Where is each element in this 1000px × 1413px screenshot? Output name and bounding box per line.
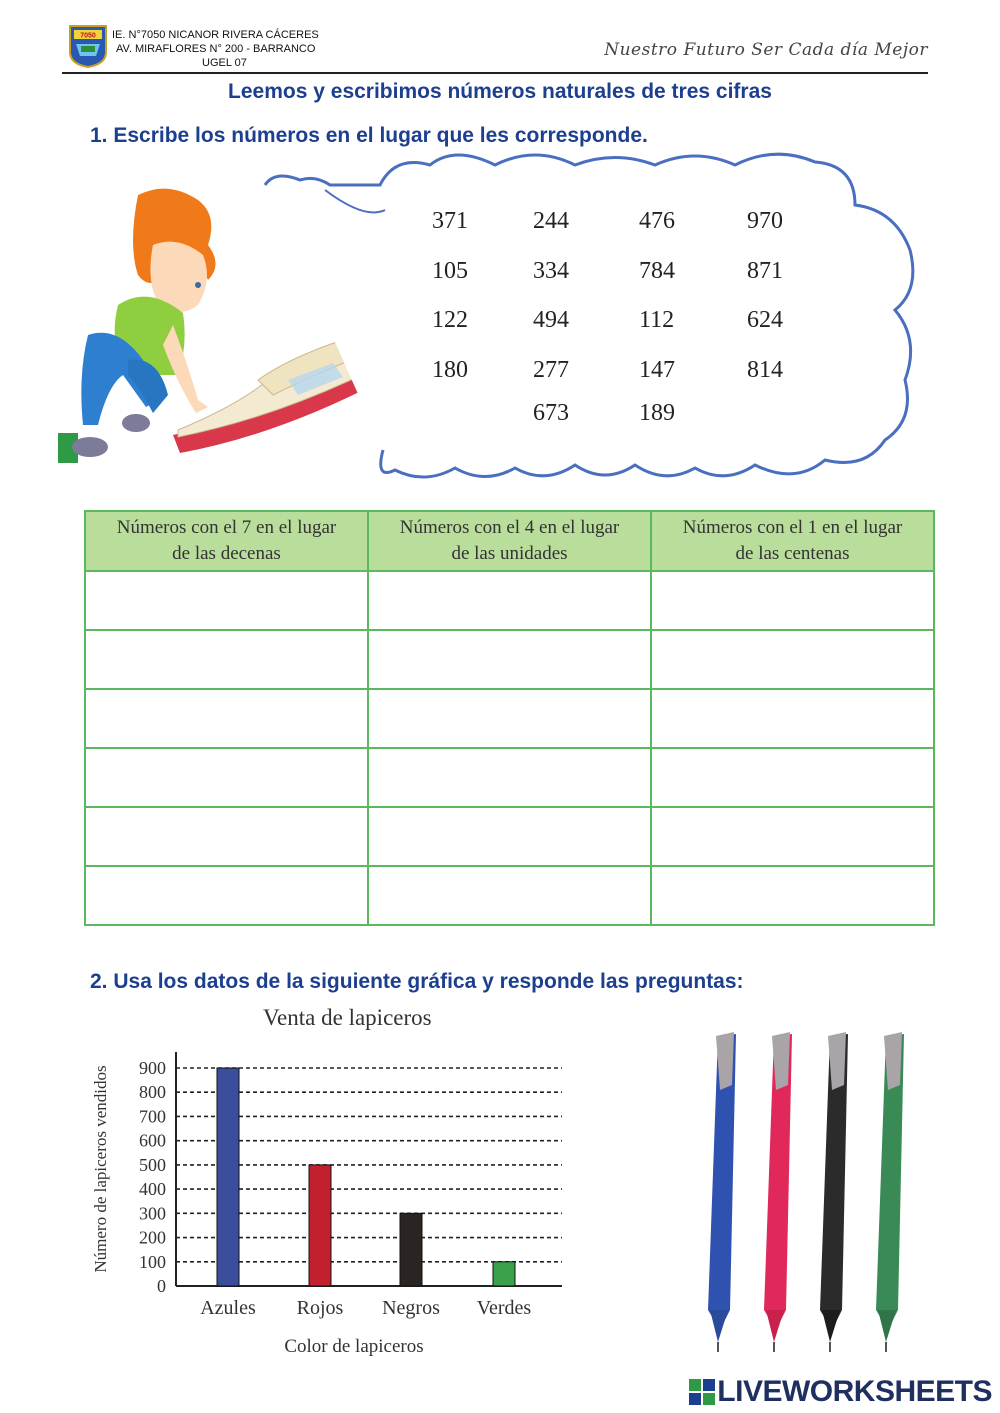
green-pen-icon [876, 1032, 904, 1352]
school-motto: Nuestro Futuro Ser Cada día Mejor [604, 40, 928, 60]
table-row [85, 807, 934, 866]
table-row [85, 748, 934, 807]
header-hundreds-one [651, 511, 934, 571]
y-tick-label: 0 [157, 1276, 166, 1296]
chart-title: Venta de lapiceros [263, 1005, 432, 1030]
header-line: Números con el 4 en el lugar [399, 517, 620, 538]
x-axis-label: Color de lapiceros [284, 1336, 424, 1357]
bar-chart [84, 1040, 584, 1360]
header-line: Números con el 1 en el lugar [682, 517, 903, 538]
liveworksheets-logo [689, 1375, 992, 1409]
answer-cell[interactable] [85, 748, 368, 807]
classification-table [84, 510, 935, 926]
number-cell: 180 [432, 357, 468, 383]
y-tick-label: 300 [139, 1203, 166, 1224]
number-cell: 970 [747, 208, 783, 234]
answer-cell[interactable] [651, 807, 934, 866]
table-header-row [85, 511, 934, 571]
number-cell: 244 [533, 208, 569, 234]
number-cell: 189 [639, 400, 675, 426]
y-tick-label: 500 [139, 1154, 166, 1175]
bar-rojos [309, 1165, 331, 1286]
logo-text: 7050 [80, 32, 96, 40]
header-line: de las decenas [172, 543, 281, 564]
x-tick-label: Azules [200, 1297, 256, 1319]
x-tick-label: Negros [382, 1297, 440, 1319]
number-cell: 624 [747, 307, 783, 333]
answer-cell[interactable] [651, 748, 934, 807]
y-tick-label: 700 [139, 1106, 166, 1127]
answer-cell[interactable] [368, 630, 651, 689]
school-address: AV. MIRAFLORES N° 200 - BARRANCO [116, 43, 316, 55]
number-cell: 105 [432, 258, 468, 284]
number-cell: 476 [639, 208, 675, 234]
number-cell: 122 [432, 307, 468, 333]
school-info [112, 28, 319, 70]
school-ugel: UGEL 07 [202, 57, 247, 69]
header-line: Números con el 7 en el lugar [116, 517, 337, 538]
x-tick-label: Verdes [476, 1297, 532, 1319]
answer-cell[interactable] [368, 571, 651, 630]
black-pen-icon [820, 1032, 848, 1352]
answer-cell[interactable] [368, 748, 651, 807]
bar-azules [217, 1068, 239, 1286]
answer-cell[interactable] [368, 807, 651, 866]
answer-cell[interactable] [651, 571, 934, 630]
number-cell: 147 [639, 357, 675, 383]
y-tick-label: 200 [139, 1227, 166, 1248]
y-tick-label: 900 [139, 1058, 166, 1078]
number-cell: 673 [533, 400, 569, 426]
school-name: IE. N°7050 NICANOR RIVERA CÁCERES [112, 29, 319, 41]
number-cell: 334 [533, 258, 569, 284]
page-title: Leemos y escribimos números naturales de tres cifras [228, 80, 772, 103]
header-units-four [368, 511, 651, 571]
table-row [85, 689, 934, 748]
table-row [85, 571, 934, 630]
school-logo [68, 24, 108, 68]
cloud-shape [255, 150, 920, 485]
y-tick-label: 600 [139, 1130, 166, 1151]
answer-cell[interactable] [85, 630, 368, 689]
y-axis-label: Número de lapiceros vendidos [91, 1065, 110, 1273]
number-cell: 277 [533, 357, 569, 383]
number-cell: 494 [533, 307, 569, 333]
y-tick-label: 400 [139, 1179, 166, 1200]
header-line: de las unidades [451, 543, 568, 564]
bar-negros [400, 1213, 422, 1286]
number-cell: 112 [639, 307, 675, 333]
header-divider [62, 72, 928, 74]
answer-cell[interactable] [651, 866, 934, 925]
answer-cell[interactable] [85, 807, 368, 866]
answer-cell[interactable] [368, 866, 651, 925]
number-cell: 814 [747, 357, 783, 383]
answer-cell[interactable] [368, 689, 651, 748]
question-2: 2. Usa los datos de la siguiente gráfica y responde las preguntas: [90, 970, 744, 993]
table-row [85, 630, 934, 689]
y-tick-label: 800 [139, 1082, 166, 1103]
bar-verdes [493, 1262, 515, 1286]
answer-cell[interactable] [85, 689, 368, 748]
question-1: 1. Escribe los números en el lugar que les corresponde. [90, 124, 648, 147]
header-line: de las centenas [735, 543, 850, 564]
brand-text: LIVEWORKSHEETS [717, 1375, 992, 1408]
header-tens-seven [85, 511, 368, 571]
number-cell: 784 [639, 258, 675, 284]
answer-cell[interactable] [651, 689, 934, 748]
answer-cell[interactable] [85, 866, 368, 925]
liveworksheets-mark-icon [689, 1379, 715, 1405]
x-tick-label: Rojos [296, 1297, 344, 1319]
answer-cell[interactable] [85, 571, 368, 630]
y-tick-label: 100 [139, 1251, 166, 1272]
pens-illustration [690, 1030, 930, 1360]
table-row [85, 866, 934, 925]
red-pen-icon [764, 1032, 792, 1352]
blue-pen-icon [708, 1032, 736, 1352]
number-cell: 871 [747, 258, 783, 284]
number-cell: 371 [432, 208, 468, 234]
answer-cell[interactable] [651, 630, 934, 689]
